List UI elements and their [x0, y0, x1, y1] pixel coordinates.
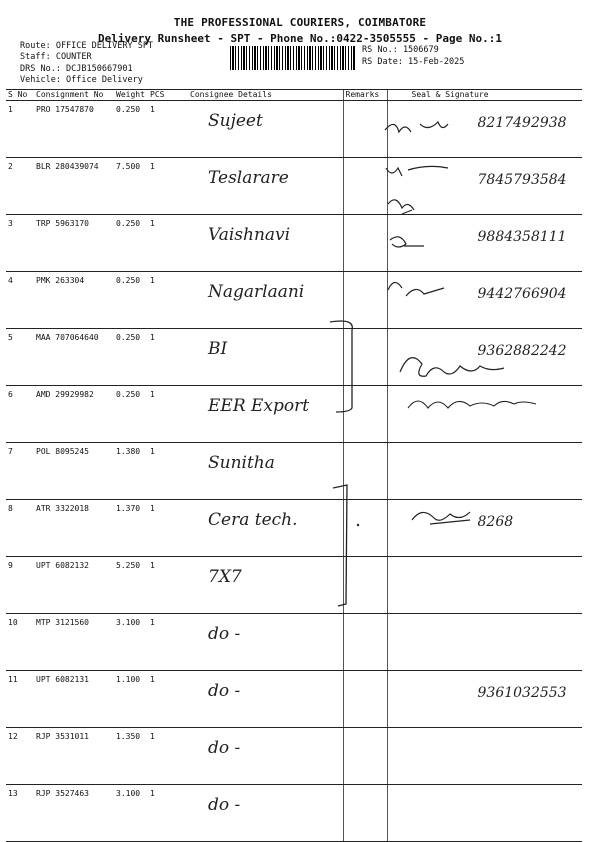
row-consignment: ATR 3322018: [34, 500, 114, 557]
row-weight: 7.500: [114, 158, 148, 215]
row-sno: 3: [6, 215, 34, 272]
row-signature: 9442766904: [387, 272, 582, 329]
row-signature: 9361032553: [387, 671, 582, 728]
row-weight: 0.250: [114, 272, 148, 329]
row-consignee: Cera tech.: [188, 500, 343, 557]
row-weight: 0.250: [114, 386, 148, 443]
route-info: Route: OFFICE DELIVERY SPT: [20, 41, 154, 51]
row-consignee: do -: [188, 728, 343, 785]
row-sno: 5: [6, 329, 34, 386]
rs-number: RS No.: 1506679: [362, 45, 439, 55]
row-sno: 1: [6, 101, 34, 158]
row-consignee: do -: [188, 671, 343, 728]
row-consignee: do -: [188, 614, 343, 671]
col-consignment: Consignment No: [34, 90, 114, 101]
col-signature: Seal & Signature: [387, 90, 582, 101]
row-weight: 0.250: [114, 329, 148, 386]
row-consignee: Nagarlaani: [188, 272, 343, 329]
row-pcs: 1: [148, 785, 188, 842]
row-weight: 3.100: [114, 614, 148, 671]
row-sno: 2: [6, 158, 34, 215]
row-sno: 13: [6, 785, 34, 842]
row-consignment: BLR 280439074: [34, 158, 114, 215]
row-consignment: POL 8095245: [34, 443, 114, 500]
row-consignee: EER Export: [188, 386, 343, 443]
row-weight: 0.250: [114, 101, 148, 158]
row-pcs: 1: [148, 158, 188, 215]
row-consignee: Teslarare: [188, 158, 343, 215]
row-sno: 4: [6, 272, 34, 329]
row-pcs: 1: [148, 671, 188, 728]
row-weight: 1.370: [114, 500, 148, 557]
company-title: THE PROFESSIONAL COURIERS, COIMBATORE: [173, 16, 427, 29]
row-pcs: 1: [148, 329, 188, 386]
row-sno: 10: [6, 614, 34, 671]
row-weight: 1.380: [114, 443, 148, 500]
row-sno: 8: [6, 500, 34, 557]
row-consignment: MAA 707064640: [34, 329, 114, 386]
row-pcs: 1: [148, 386, 188, 443]
row-pcs: 1: [148, 500, 188, 557]
row-weight: 5.250: [114, 557, 148, 614]
vehicle-info: Vehicle: Office Delivery: [20, 75, 143, 85]
col-remarks: Remarks: [343, 90, 387, 101]
row-pcs: 1: [148, 557, 188, 614]
row-sno: 7: [6, 443, 34, 500]
row-sno: 12: [6, 728, 34, 785]
col-pcs: PCS: [148, 90, 188, 101]
row-consignment: TRP 5963170: [34, 215, 114, 272]
row-consignment: RJP 3527463: [34, 785, 114, 842]
row-signature: 8217492938: [387, 101, 582, 158]
row-consignment: UPT 6082132: [34, 557, 114, 614]
row-weight: 3.100: [114, 785, 148, 842]
col-sno: S No: [6, 90, 34, 101]
row-sno: 11: [6, 671, 34, 728]
row-consignment: PRO 17547870: [34, 101, 114, 158]
runsheet-title: Delivery Runsheet - SPT - Phone No.:0422-3505555 - Page No.:1: [98, 32, 502, 45]
row-signature: 9884358111: [387, 215, 582, 272]
row-consignee: do -: [188, 785, 343, 842]
row-pcs: 1: [148, 443, 188, 500]
col-consignee: Consignee Details: [188, 90, 343, 101]
row-consignee: Vaishnavi: [188, 215, 343, 272]
row-pcs: 1: [148, 728, 188, 785]
row-consignment: MTP 3121560: [34, 614, 114, 671]
row-consignee: BI: [188, 329, 343, 386]
row-consignment: AMD 29929982: [34, 386, 114, 443]
row-weight: 1.100: [114, 671, 148, 728]
row-signature: 7845793584: [387, 158, 582, 215]
row-consignment: RJP 3531011: [34, 728, 114, 785]
row-signature: 9362882242: [387, 329, 582, 386]
drs-number: DRS No.: DCJB150667901: [20, 64, 133, 74]
row-consignee: Sujeet: [188, 101, 343, 158]
signature-scribble: [385, 122, 448, 132]
staff-info: Staff: COUNTER: [20, 52, 92, 62]
row-pcs: 1: [148, 272, 188, 329]
row-consignee: Sunitha: [188, 443, 343, 500]
row-consignee: 7X7: [188, 557, 343, 614]
row-sno: 6: [6, 386, 34, 443]
row-weight: 0.250: [114, 215, 148, 272]
row-pcs: 1: [148, 215, 188, 272]
col-weight: Weight: [114, 90, 148, 101]
row-weight: 1.350: [114, 728, 148, 785]
rs-date: RS Date: 15-Feb-2025: [362, 57, 465, 67]
row-signature: 8268: [387, 500, 582, 557]
row-consignment: PMK 263304: [34, 272, 114, 329]
row-consignment: UPT 6082131: [34, 671, 114, 728]
row-pcs: 1: [148, 614, 188, 671]
row-sno: 9: [6, 557, 34, 614]
row-pcs: 1: [148, 101, 188, 158]
